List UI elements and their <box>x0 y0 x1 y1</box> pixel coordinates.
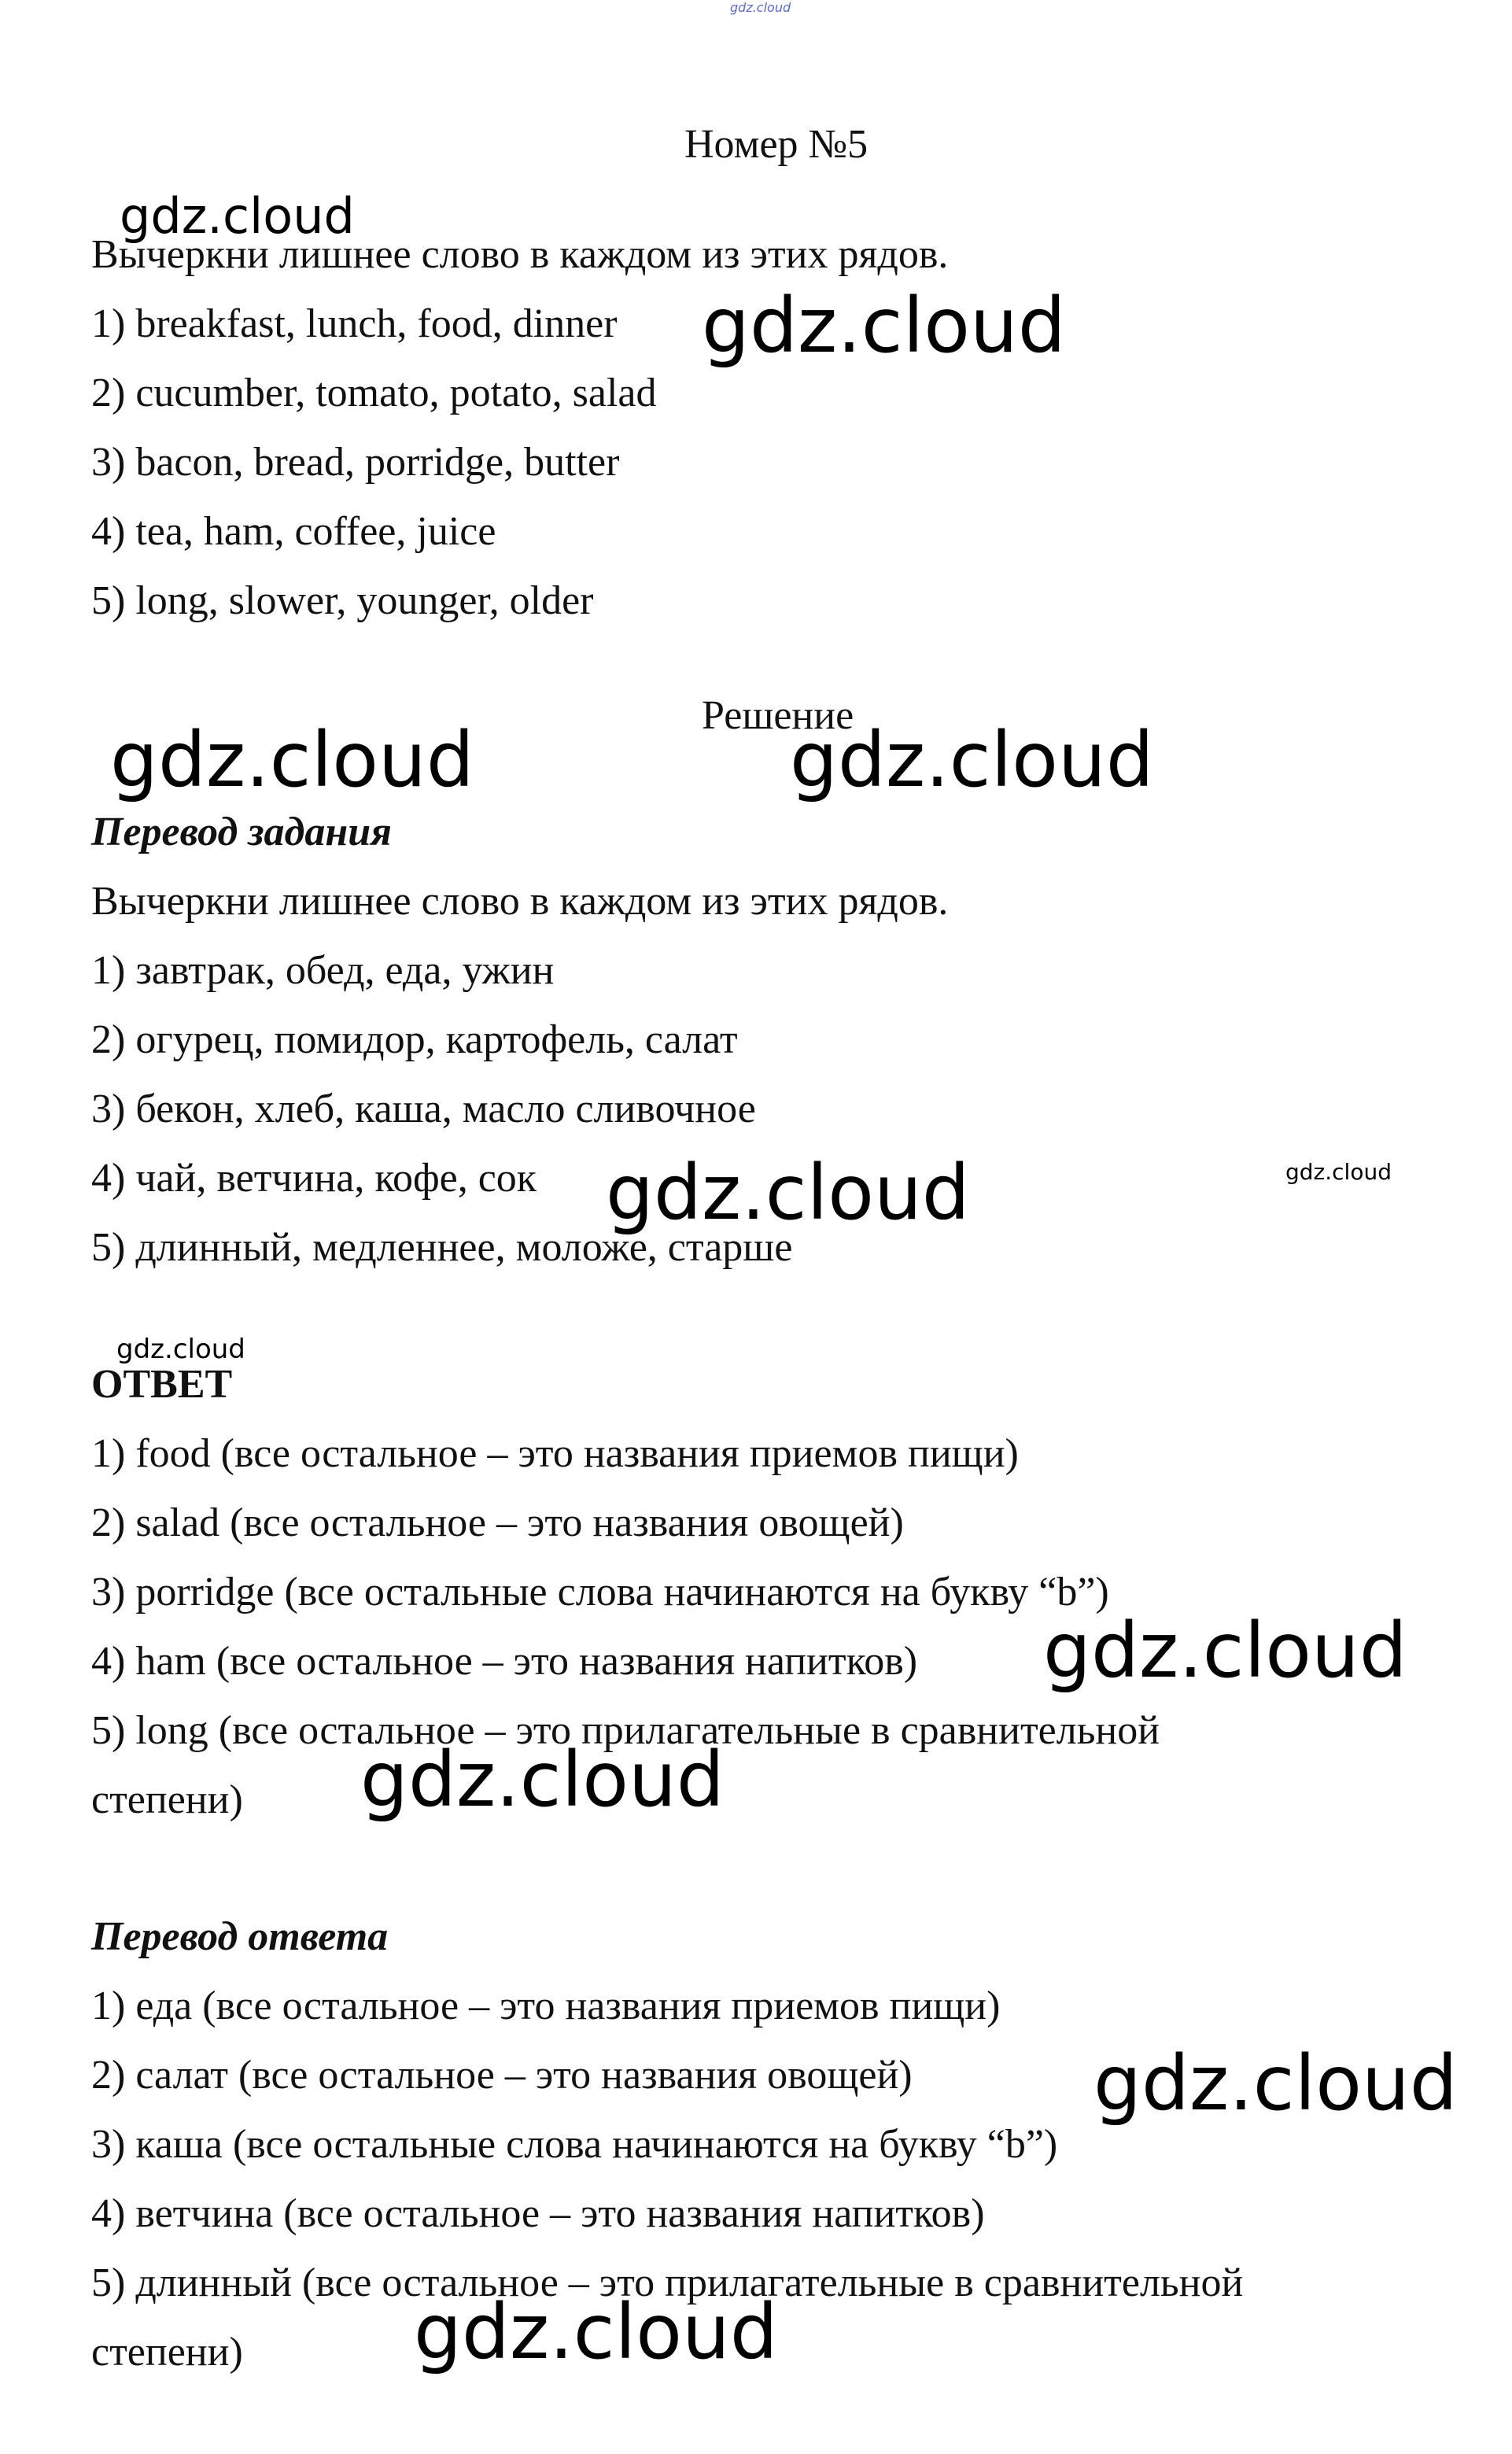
watermark: gdz.cloud <box>790 716 1154 804</box>
watermark: gdz.cloud <box>1043 1607 1407 1695</box>
answer-item-2: 2) salad (все остальное – это названия овощей) <box>91 1500 904 1545</box>
watermark: gdz.cloud <box>360 1736 725 1824</box>
answer-item-1: 1) food (все остальное – это названия приемов пищи) <box>91 1431 1019 1476</box>
translation-item-5: 5) длинный, медленнее, моложе, старше <box>91 1225 793 1270</box>
answer-item-5: 5) long (все остальное – это прилагательные в сравнительной <box>91 1708 1160 1753</box>
task-item-3: 3) bacon, bread, porridge, butter <box>91 440 620 485</box>
watermark: gdz.cloud <box>414 2288 778 2376</box>
task-item-2: 2) cucumber, tomato, potato, salad <box>91 371 657 415</box>
watermark: gdz.cloud <box>120 187 355 245</box>
watermark-top: gdz.cloud <box>730 0 791 15</box>
watermark: gdz.cloud <box>1093 2039 1458 2127</box>
answer-translation-item-5-cont: степени) <box>91 2330 243 2375</box>
solution-heading: Решение <box>702 693 854 738</box>
translation-item-3: 3) бекон, хлеб, каша, масло сливочное <box>91 1087 756 1131</box>
translation-item-1: 1) завтрак, обед, еда, ужин <box>91 948 555 993</box>
watermark: gdz.cloud <box>110 716 474 804</box>
answer-translation-item-1: 1) еда (все остальное – это названия приемов пищи) <box>91 1983 1001 2028</box>
task-item-5: 5) long, slower, younger, older <box>91 578 594 623</box>
answer-translation-heading: Перевод ответа <box>91 1914 389 1959</box>
translation-item-2: 2) огурец, помидор, картофель, салат <box>91 1017 738 1062</box>
answer-translation-item-4: 4) ветчина (все остальное – это названия напитков) <box>91 2191 985 2236</box>
page-title: Номер №5 <box>684 122 868 167</box>
watermark: gdz.cloud <box>116 1334 245 1365</box>
answer-translation-item-3: 3) каша (все остальные слова начинаются на букву “b”) <box>91 2122 1058 2167</box>
watermark: gdz.cloud <box>702 282 1066 370</box>
answer-translation-item-5: 5) длинный (все остальное – это прилагательные в сравнительной <box>91 2260 1244 2305</box>
answer-item-4: 4) ham (все остальное – это названия напитков) <box>91 1639 918 1684</box>
answer-item-3: 3) porridge (все остальные слова начинаются на букву “b”) <box>91 1570 1109 1614</box>
task-item-4: 4) tea, ham, coffee, juice <box>91 509 496 554</box>
task-item-1: 1) breakfast, lunch, food, dinner <box>91 301 618 346</box>
translation-instruction: Вычеркни лишнее слово в каждом из этих рядов. <box>91 879 949 924</box>
answer-item-5-cont: степени) <box>91 1777 243 1822</box>
watermark: gdz.cloud <box>1285 1159 1392 1185</box>
watermark: gdz.cloud <box>606 1149 970 1237</box>
answer-translation-item-2: 2) салат (все остальное – это названия овощей) <box>91 2053 913 2098</box>
translation-item-4: 4) чай, ветчина, кофе, сок <box>91 1156 537 1201</box>
translation-heading: Перевод задания <box>91 810 392 854</box>
task-instruction: Вычеркни лишнее слово в каждом из этих рядов. <box>91 232 949 277</box>
answer-heading: ОТВЕТ <box>91 1362 233 1407</box>
